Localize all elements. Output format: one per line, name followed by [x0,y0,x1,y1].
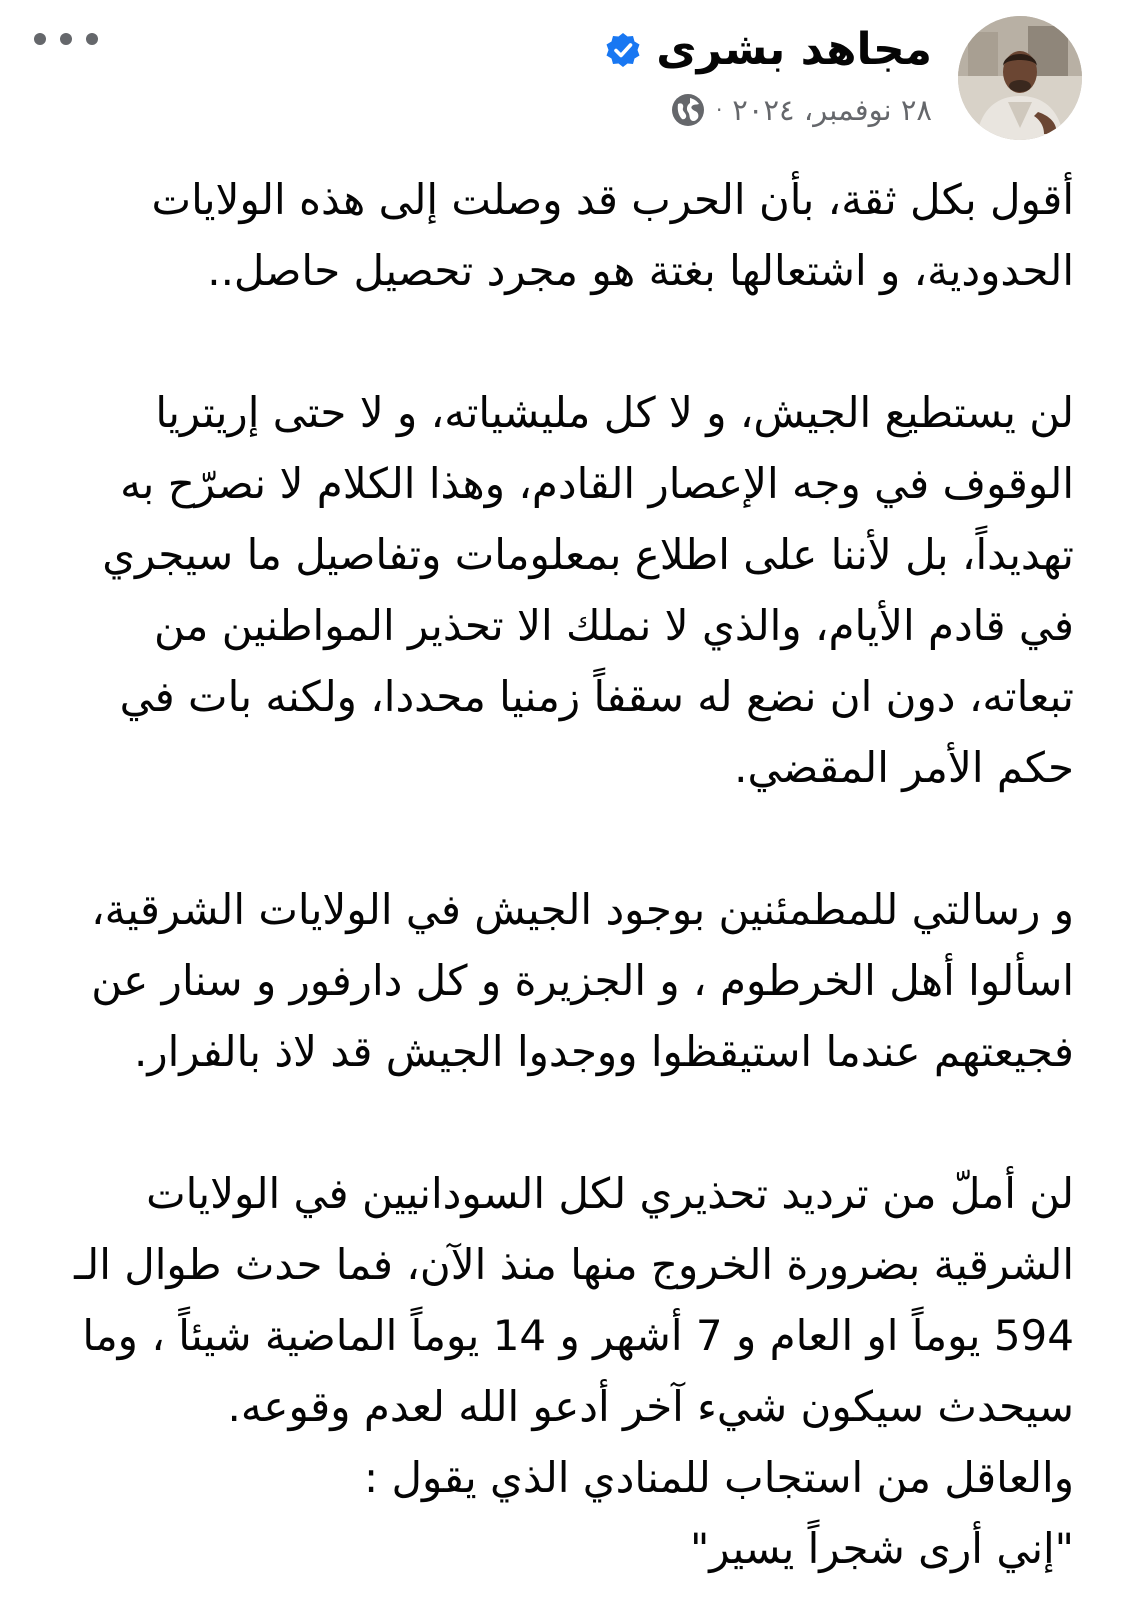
more-options-dot [60,33,72,45]
post-paragraph-4: لن أملّ من ترديد تحذيري لكل السودانيين في الولايات الشرقية بضرورة الخروج منها منذ الآن، فما حدث طوال الـ 594 يوماً او العام و 7 أشهر و 14 يوماً الماضية شيئاً ، وما سيحدث سيكون شيء آخر أدعو الله لعدم وقوعه. والعاقل من استجاب للمنادي الذي يقول : "إني أرى شجراً يسير" [74,1169,1074,1573]
verified-badge-icon [604,31,642,69]
post-header [30,14,1100,144]
paragraph-gap [30,803,1074,874]
paragraph-gap [30,1087,1074,1158]
more-options-button[interactable] [34,26,98,52]
post-paragraph-1: أقول بكل ثقة، بأن الحرب قد وصلت إلى هذه الولايات الحدودية، و اشتعالها بغتة هو مجرد تحصيل حاصل.. [151,175,1074,295]
more-options-dot [86,33,98,45]
post-paragraph-2: لن يستطيع الجيش، و لا كل مليشياته، و لا حتى إريتريا الوقوف في وجه الإعصار القادم، وهذا الكلام لا نصرّح به تهديداً، بل لأننا على اطلاع بمعلومات وتفاصيل ما سيجري في قادم الأيام، والذي لا نملك الا تحذير المواطنين من تبعاته، دون ان نضع له سقفاً زمنيا محددا، ولكنه بات في حكم الأمر المقضي. [102,388,1074,792]
post-paragraph-3: و رسالتي للمطمئنين بوجود الجيش في الولايات الشرقية، اسألوا أهل الخرطوم ، و الجزيرة و كل دارفور و سنار عن فجيعتهم عندما استيقظوا ووجدوا الجيش قد لاذ بالفرار. [91,885,1074,1076]
post-date[interactable]: ٢٨ نوفمبر، ٢٠٢٤ [732,93,932,127]
author-avatar[interactable] [958,16,1082,140]
post-text [30,164,1074,1584]
globe-icon[interactable] [670,92,706,128]
author-name[interactable]: مجاهد بشرى [656,24,932,75]
meta-separator: · [715,98,723,122]
more-options-dot [34,33,46,45]
author-info [604,22,932,128]
post-meta [604,92,932,128]
avatar-photo-icon [958,16,1082,140]
author-name-row [604,22,932,78]
paragraph-gap [30,306,1074,377]
